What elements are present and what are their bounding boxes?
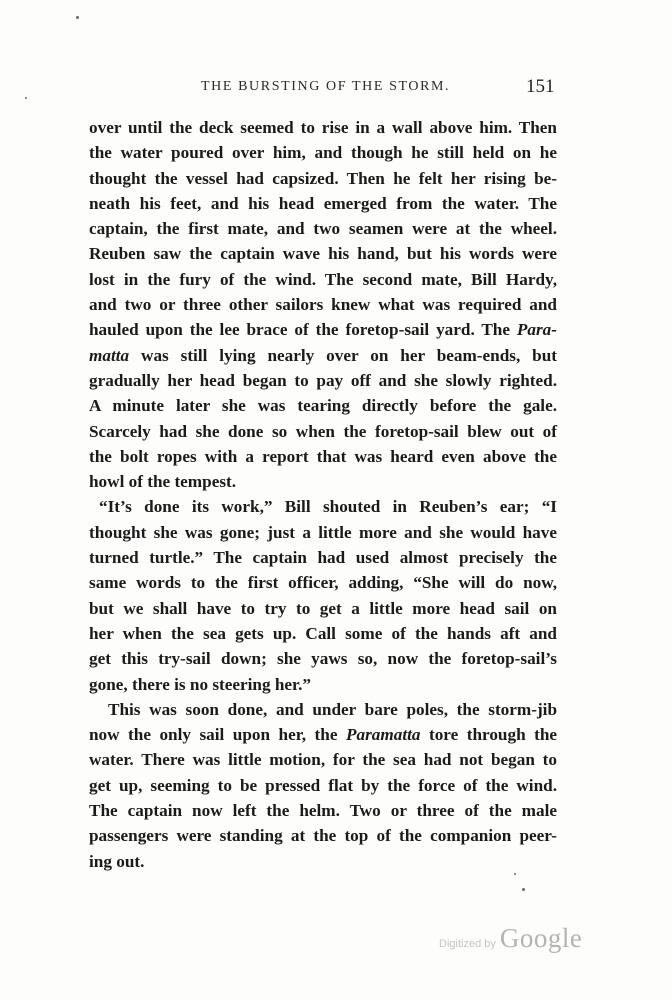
text-line: howl of the tempest.	[89, 472, 237, 492]
text-fragment: now the only sail upon her, the	[89, 725, 338, 745]
text-line: thought the vessel had capsized. Then he felt her rising be-	[89, 168, 557, 188]
google-logo: Google	[499, 923, 583, 953]
text-line: her when the sea gets up. Call some of the hands aft and	[89, 623, 557, 643]
text-line	[89, 343, 557, 368]
page-number: 151	[526, 76, 555, 97]
text-line: same words to the first officer, adding, “She will do now,	[89, 573, 557, 593]
text-line: the water poured over him, and though he still held on he	[89, 143, 557, 163]
text-line: lost in the fury of the wind. The second mate, Bill Hardy,	[89, 269, 557, 289]
text-line: A minute later she was tearing directly before the gale.	[89, 396, 557, 416]
text-line: captain, the first mate, and two seamen were at the wheel.	[89, 219, 557, 239]
text-line: get up, seeming to be pressed flat by the force of the wind.	[89, 775, 557, 795]
running-title: THE BURSTING OF THE STORM.	[201, 79, 451, 94]
text-line: get this try-sail down; she yaws so, now the foretop-sail’s	[89, 649, 557, 669]
text-line	[89, 317, 557, 342]
text-line: neath his feet, and his head emerged from the water. The	[89, 193, 557, 213]
text-line: gone, there is no steering her.”	[89, 674, 311, 694]
ship-name: Paramatta	[345, 725, 421, 745]
text-line: ing out.	[89, 851, 145, 871]
text-line: water. There was little motion, for the sea had not began to	[89, 750, 557, 770]
digitized-by-google-watermark	[439, 923, 582, 954]
text-line: turned turtle.” The captain had used almost precisely the	[89, 548, 557, 568]
scan-speck	[522, 888, 525, 891]
text-fragment: hauled upon the lee brace of the foretop-sail yard. The	[89, 320, 510, 340]
body-text	[89, 115, 557, 874]
text-line: The captain now left the helm. Two or three of the male	[89, 801, 557, 821]
text-line: Reuben saw the captain wave his hand, but his words were	[89, 244, 557, 264]
text-fragment: was still lying nearly over on her beam-ends, but	[141, 345, 558, 365]
scan-speck	[25, 97, 27, 99]
watermark-prefix: Digitized by	[439, 938, 496, 950]
text-line: over until the deck seemed to rise in a wall above him. Then	[89, 118, 557, 137]
text-line: and two or three other sailors knew what was required and	[89, 295, 557, 315]
text-line: the bolt ropes with a report that was heard even above the	[89, 446, 557, 466]
paragraph-first-line: “It’s done its work,” Bill shouted in Reuben’s ear; “I	[99, 497, 557, 517]
ship-name: Para-	[516, 320, 557, 340]
text-line	[89, 722, 557, 747]
paragraph-first-line: This was soon done, and under bare poles, the storm-jib	[108, 699, 557, 719]
scan-speck	[76, 16, 79, 19]
text-line: thought she was gone; just a little more and she would have	[89, 522, 557, 542]
text-fragment: tore through the	[428, 725, 558, 745]
ship-name: matta	[89, 345, 130, 365]
text-line: gradually her head began to pay off and she slowly righted.	[89, 370, 557, 390]
text-line: but we shall have to try to get a little more head sail on	[89, 598, 557, 618]
text-line: passengers were standing at the top of the companion peer-	[89, 826, 557, 846]
text-line: Scarcely had she done so when the foretop-sail blew out of	[89, 421, 557, 441]
